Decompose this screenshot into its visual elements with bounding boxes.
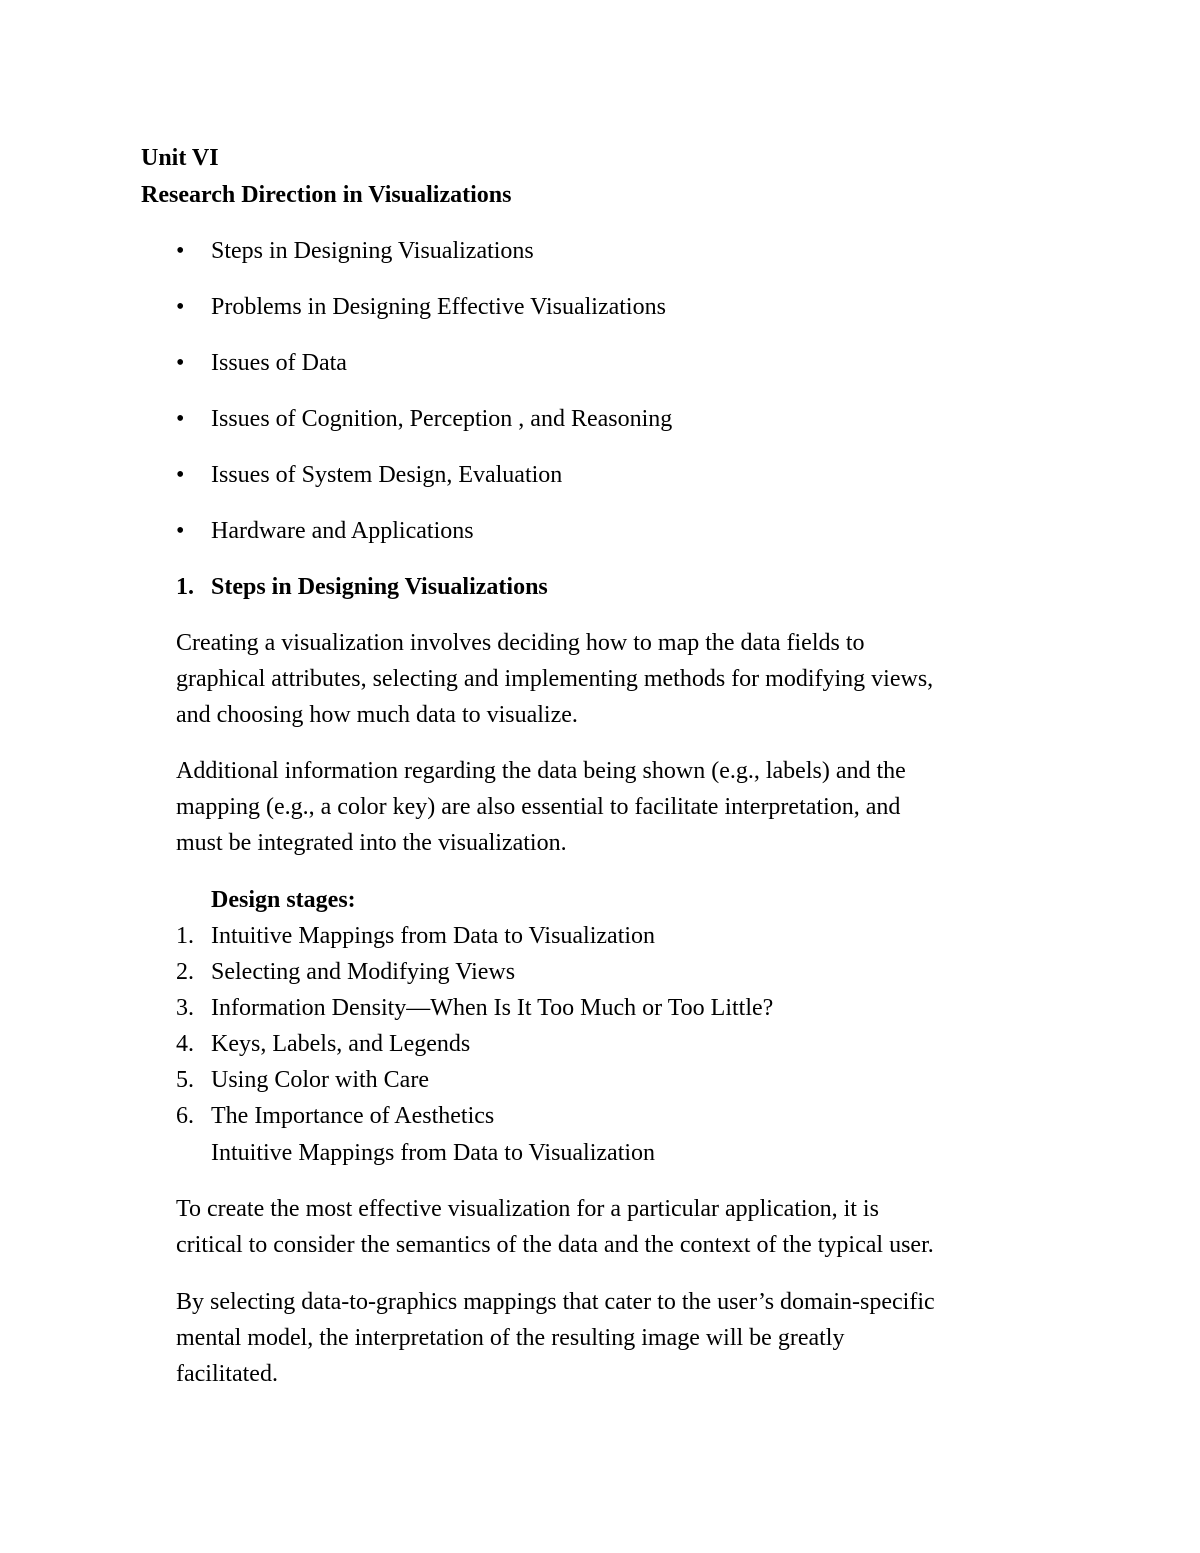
paragraph-line: facilitated. xyxy=(176,1361,278,1387)
list-number: 1. xyxy=(176,923,194,949)
paragraph-line: By selecting data-to-graphics mappings that cater to the user’s domain-specific xyxy=(176,1289,935,1315)
list-item-text: The Importance of Aesthetics xyxy=(211,1103,495,1129)
paragraph-line: and choosing how much data to visualize. xyxy=(176,702,578,728)
list-item-text: Intuitive Mappings from Data to Visualization xyxy=(211,923,656,949)
list-item-text: Issues of Cognition, Perception , and Reasoning xyxy=(211,406,673,432)
paragraph-line: mapping (e.g., a color key) are also essential to facilitate interpretation, and xyxy=(176,794,901,820)
paragraph xyxy=(176,625,1056,733)
bullet-icon: • xyxy=(176,238,185,264)
paragraph-line: To create the most effective visualization for a particular application, it is xyxy=(176,1196,879,1222)
bullet-icon: • xyxy=(176,406,185,432)
list-item-text: Problems in Designing Effective Visualizations xyxy=(211,294,666,320)
section-heading-text: Steps in Designing Visualizations xyxy=(211,574,548,600)
bullet-icon: • xyxy=(176,294,185,320)
bullet-icon: • xyxy=(176,350,185,376)
paragraph-line: critical to consider the semantics of the data and the context of the typical user. xyxy=(176,1232,934,1258)
list-number: 2. xyxy=(176,959,194,985)
paragraph xyxy=(176,1284,1056,1392)
paragraph xyxy=(176,1191,1056,1263)
design-stage-subheading: Intuitive Mappings from Data to Visualization xyxy=(211,1140,656,1166)
list-item-text: Keys, Labels, and Legends xyxy=(211,1031,471,1057)
paragraph-line: Creating a visualization involves deciding how to map the data fields to xyxy=(176,630,865,656)
bullet-icon: • xyxy=(176,462,185,488)
list-item-text: Selecting and Modifying Views xyxy=(211,959,516,985)
list-item-text: Steps in Designing Visualizations xyxy=(211,238,534,264)
page-title: Research Direction in Visualizations xyxy=(141,182,512,208)
list-number: 5. xyxy=(176,1067,194,1093)
section-number: 1. xyxy=(176,574,194,600)
paragraph-line: Additional information regarding the data being shown (e.g., labels) and the xyxy=(176,758,906,784)
list-number: 4. xyxy=(176,1031,194,1057)
paragraph-line: graphical attributes, selecting and implementing methods for modifying views, xyxy=(176,666,934,692)
bullet-icon: • xyxy=(176,518,185,544)
paragraph xyxy=(176,753,1056,861)
list-item-text: Issues of Data xyxy=(211,350,347,376)
design-stages-label: Design stages: xyxy=(211,887,356,913)
list-item-text: Issues of System Design, Evaluation xyxy=(211,462,563,488)
paragraph-line: must be integrated into the visualization. xyxy=(176,830,567,856)
list-number: 6. xyxy=(176,1103,194,1129)
list-item-text: Using Color with Care xyxy=(211,1067,429,1093)
list-item-text: Hardware and Applications xyxy=(211,518,474,544)
paragraph-line: mental model, the interpretation of the resulting image will be greatly xyxy=(176,1325,845,1351)
list-number: 3. xyxy=(176,995,194,1021)
unit-title: Unit VI xyxy=(141,145,219,171)
list-item-text: Information Density—When Is It Too Much or Too Little? xyxy=(211,995,774,1021)
